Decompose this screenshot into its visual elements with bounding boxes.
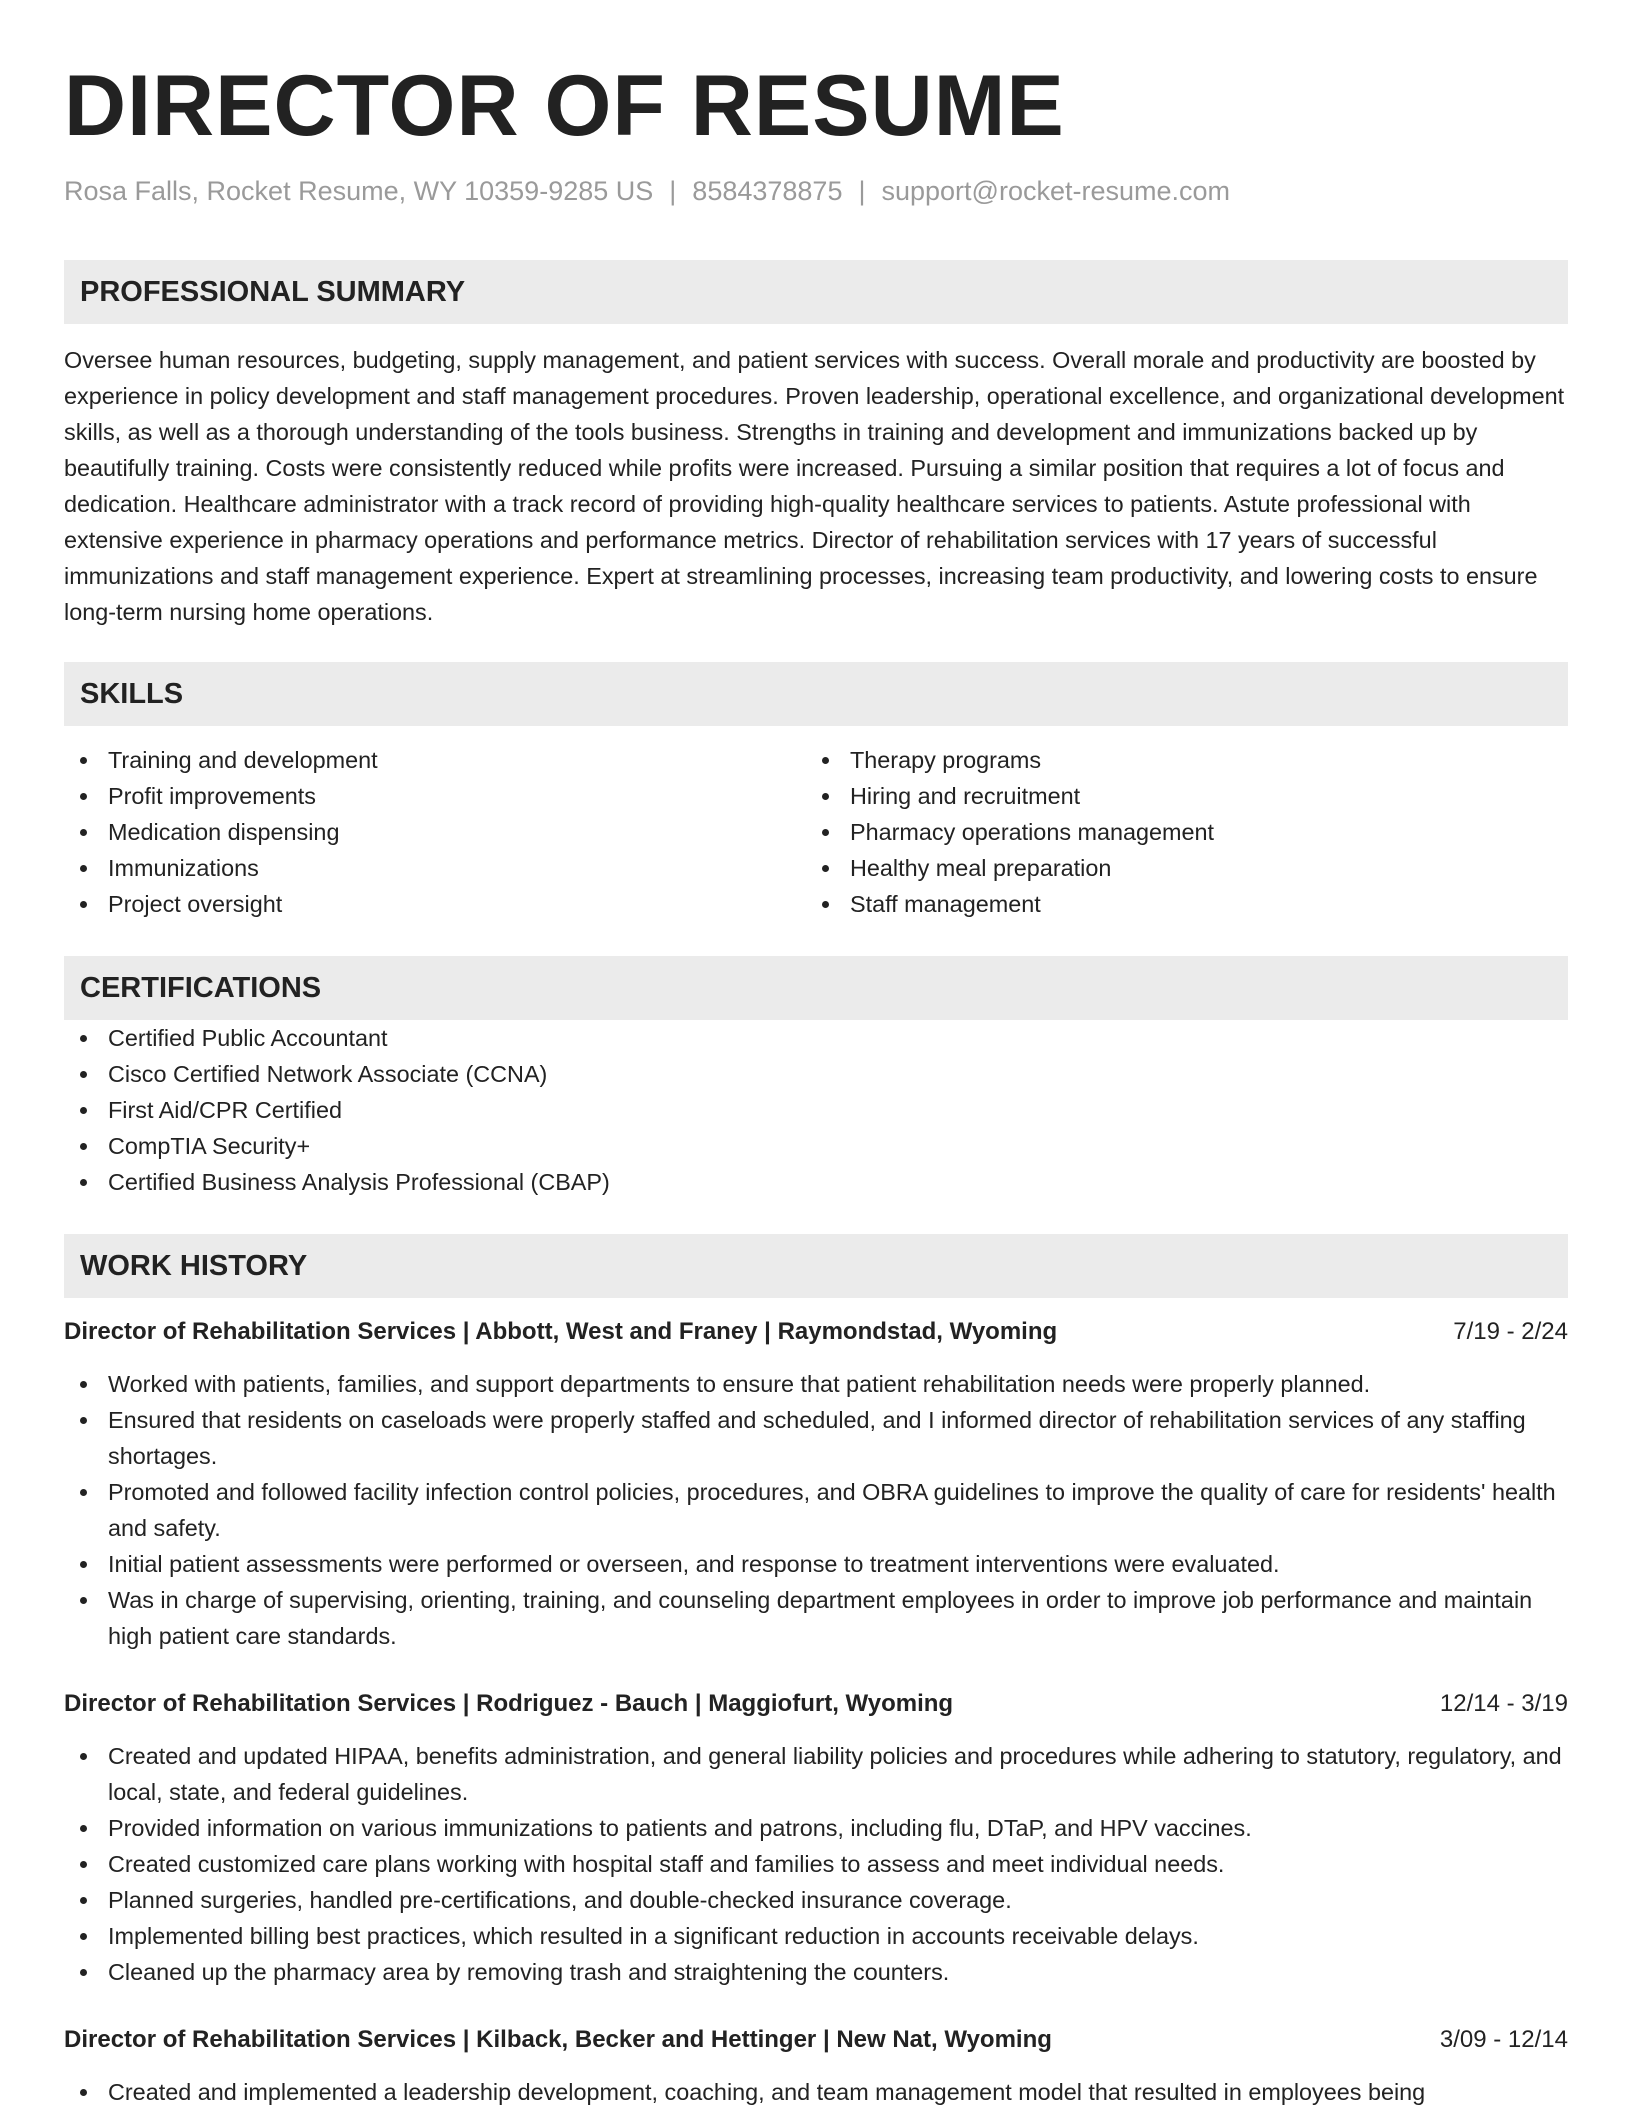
job-entry: [64, 1686, 1568, 1990]
skill-item: Healthy meal preparation: [806, 850, 1548, 886]
job-dates: 7/19 - 2/24: [1453, 1318, 1568, 1345]
job-bullet: Initial patient assessments were performed or overseen, and response to treatment interventions were evaluated.: [64, 1546, 1568, 1582]
job-entry: [64, 2022, 1568, 2110]
job-header: [64, 1314, 1568, 1350]
job-title: Director of Rehabilitation Services | Rodriguez - Bauch | Maggiofurt, Wyoming: [64, 1690, 954, 1717]
job-bullet: Created and implemented a leadership development, coaching, and team management model that resulted in employees being: [64, 2074, 1568, 2110]
contact-line: [64, 174, 1568, 208]
certification-item: Certified Public Accountant: [64, 1020, 1568, 1056]
contact-phone: 8584378875: [692, 176, 843, 206]
job-title: Director of Rehabilitation Services | Abbott, West and Franey | Raymondstad, Wyoming: [64, 1318, 1058, 1345]
job-header: [64, 2022, 1568, 2058]
job-bullet: Created customized care plans working with hospital staff and families to assess and meet individual needs.: [64, 1846, 1568, 1882]
skills-heading: SKILLS: [64, 662, 1568, 726]
skill-item: Therapy programs: [806, 742, 1548, 778]
skills-list: [64, 742, 1568, 922]
summary-text: Oversee human resources, budgeting, supply management, and patient services with success. Overall morale and productivity are boosted by experience in policy development and staff management procedures. Proven leadership, operational excellence, and organizational development skills, as well as a thorough understanding of the tools business. Strengths in training and development and immunizations backed up by beautifully training. Costs were consistently reduced while profits were increased. Pursuing a similar position that requires a lot of focus and dedication. Healthcare administrator with a track record of providing high-quality healthcare services to patients. Astute professional with extensive experience in pharmacy operations and performance metrics. Director of rehabilitation services with 17 years of successful immunizations and staff management experience. Expert at streamlining processes, increasing team productivity, and lowering costs to ensure long-term nursing home operations.: [64, 347, 1565, 625]
contact-separator: |: [669, 176, 677, 206]
skills-column-left: [64, 742, 806, 922]
contact-address: Rosa Falls, Rocket Resume, WY 10359-9285 US: [64, 176, 654, 206]
job-bullets: [64, 2074, 1568, 2110]
job-bullet: Was in charge of supervising, orienting, training, and counseling department employees in order to improve job performance and maintain high patient care standards.: [64, 1582, 1568, 1654]
certification-item: First Aid/CPR Certified: [64, 1092, 1568, 1128]
certifications-list: [64, 1020, 1568, 1200]
job-entry: [64, 1314, 1568, 1654]
job-bullet: Implemented billing best practices, which resulted in a significant reduction in accounts receivable delays.: [64, 1918, 1568, 1954]
summary-heading: PROFESSIONAL SUMMARY: [64, 260, 1568, 324]
skill-item: Medication dispensing: [64, 814, 806, 850]
skills-column-right: [806, 742, 1548, 922]
job-bullet: Worked with patients, families, and support departments to ensure that patient rehabilitation needs were properly planned.: [64, 1366, 1568, 1402]
job-header: [64, 1686, 1568, 1722]
job-bullets: [64, 1738, 1568, 1990]
job-dates: 12/14 - 3/19: [1439, 1690, 1568, 1717]
job-bullet: Promoted and followed facility infection control policies, procedures, and OBRA guidelines to improve the quality of care for residents' health and safety.: [64, 1474, 1568, 1546]
job-bullets: [64, 1366, 1568, 1654]
skill-item: Pharmacy operations management: [806, 814, 1548, 850]
job-bullet: Provided information on various immunizations to patients and patrons, including flu, DTaP, and HPV vaccines.: [64, 1810, 1568, 1846]
skill-item: Hiring and recruitment: [806, 778, 1548, 814]
job-bullet: Planned surgeries, handled pre-certifications, and double-checked insurance coverage.: [64, 1882, 1568, 1918]
job-bullet: Ensured that residents on caseloads were properly staffed and scheduled, and I informed director of rehabilitation services of any staffing shortages.: [64, 1402, 1568, 1474]
certification-item: Certified Business Analysis Professional (CBAP): [64, 1164, 1568, 1200]
job-bullet: Created and updated HIPAA, benefits administration, and general liability policies and procedures while adhering to statutory, regulatory, and local, state, and federal guidelines.: [64, 1738, 1568, 1810]
job-bullet: Cleaned up the pharmacy area by removing trash and straightening the counters.: [64, 1954, 1568, 1990]
work-history-heading: WORK HISTORY: [64, 1234, 1568, 1298]
skill-item: Staff management: [806, 886, 1548, 922]
contact-separator: |: [858, 176, 866, 206]
certifications-heading: CERTIFICATIONS: [64, 956, 1568, 1020]
skill-item: Training and development: [64, 742, 806, 778]
job-dates: 3/09 - 12/14: [1439, 2026, 1568, 2053]
skill-item: Project oversight: [64, 886, 806, 922]
skill-item: Immunizations: [64, 850, 806, 886]
candidate-name: DIRECTOR OF RESUME: [64, 58, 1065, 154]
certification-item: CompTIA Security+: [64, 1128, 1568, 1164]
contact-email: support@rocket-resume.com: [881, 176, 1231, 206]
certification-item: Cisco Certified Network Associate (CCNA): [64, 1056, 1568, 1092]
job-title: Director of Rehabilitation Services | Kilback, Becker and Hettinger | New Nat, Wyoming: [64, 2026, 1052, 2053]
skill-item: Profit improvements: [64, 778, 806, 814]
